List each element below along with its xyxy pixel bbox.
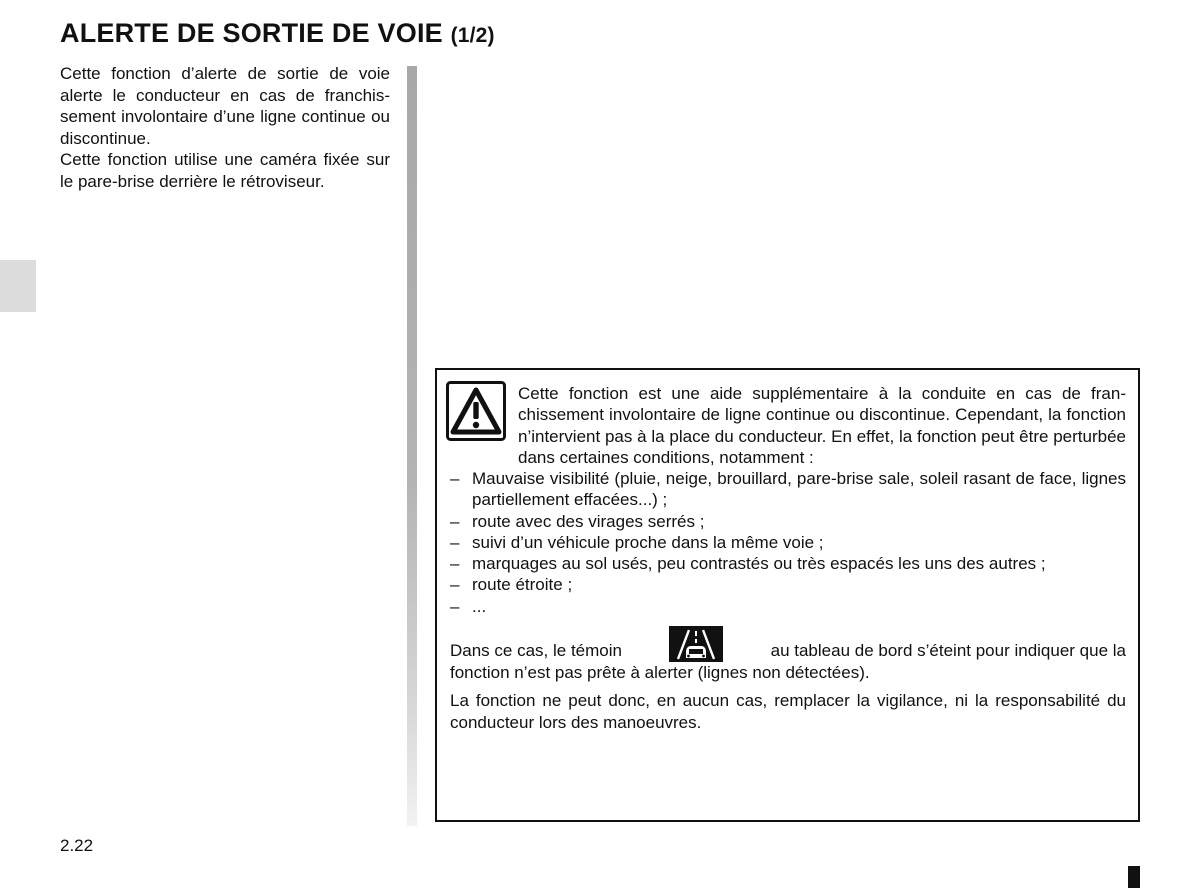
title-main: ALERTE DE SORTIE DE VOIE bbox=[60, 18, 443, 48]
intro-text bbox=[60, 63, 390, 192]
page-title bbox=[60, 18, 495, 49]
list-item: – route avec des virages serrés ; bbox=[450, 511, 705, 531]
intro-paragraph-1: Cette fonction d’alerte de sortie de voie alerte le conducteur en cas de franchissement involontaire d’une ligne continue ou discontinue. bbox=[60, 64, 390, 148]
list-item: – marquages au sol usés, peu contrastés ou très espacés les uns des autres ; bbox=[450, 554, 1046, 574]
warning-lead-text: Cette fonction est une aide supplémentaire à la conduite en cas de franchissement involontaire de ligne continue ou discontinue. Cependant, la fonction n’intervient pas à la place du conducteur. En effet, la fonction peut être perturbée dans certaines conditions, notamment : bbox=[518, 384, 1126, 467]
column-divider bbox=[407, 66, 417, 826]
intro-paragraph-2: Cette fonction utilise une caméra fixée sur le pare-brise derrière le rétroviseur. bbox=[60, 150, 390, 191]
indicator-paragraph bbox=[450, 626, 1126, 684]
page-number: 2.22 bbox=[60, 836, 94, 855]
list-item: – ... bbox=[450, 596, 487, 616]
section-tab bbox=[0, 260, 36, 312]
indicator-text-end: fonction n’est pas prête à alerter (lignes non détectées). bbox=[450, 663, 870, 682]
indicator-text-before: Dans ce cas, le témoin bbox=[450, 641, 622, 661]
list-item: – suivi d’un véhicule proche dans la même voie ; bbox=[450, 532, 824, 552]
lane-departure-indicator-icon bbox=[669, 626, 723, 662]
warning-triangle-icon bbox=[446, 381, 506, 441]
list-item: – Mauvaise visibilité (pluie, neige, brouillard, pare-brise sale, soleil rasant de face, lignes partiellement effacées...) ; bbox=[450, 469, 1126, 510]
responsibility-paragraph: La fonction ne peut donc, en aucun cas, remplacer la vigilance, ni la responsabilité du conducteur lors des manoeuvres. bbox=[450, 691, 1126, 732]
list-item: – route étroite ; bbox=[450, 575, 573, 595]
conditions-list bbox=[450, 468, 1126, 617]
indicator-text-after: au tableau de bord s’éteint pour indiquer que la bbox=[770, 641, 1126, 661]
title-part: (1/2) bbox=[450, 24, 495, 47]
corner-mark bbox=[1128, 866, 1140, 888]
